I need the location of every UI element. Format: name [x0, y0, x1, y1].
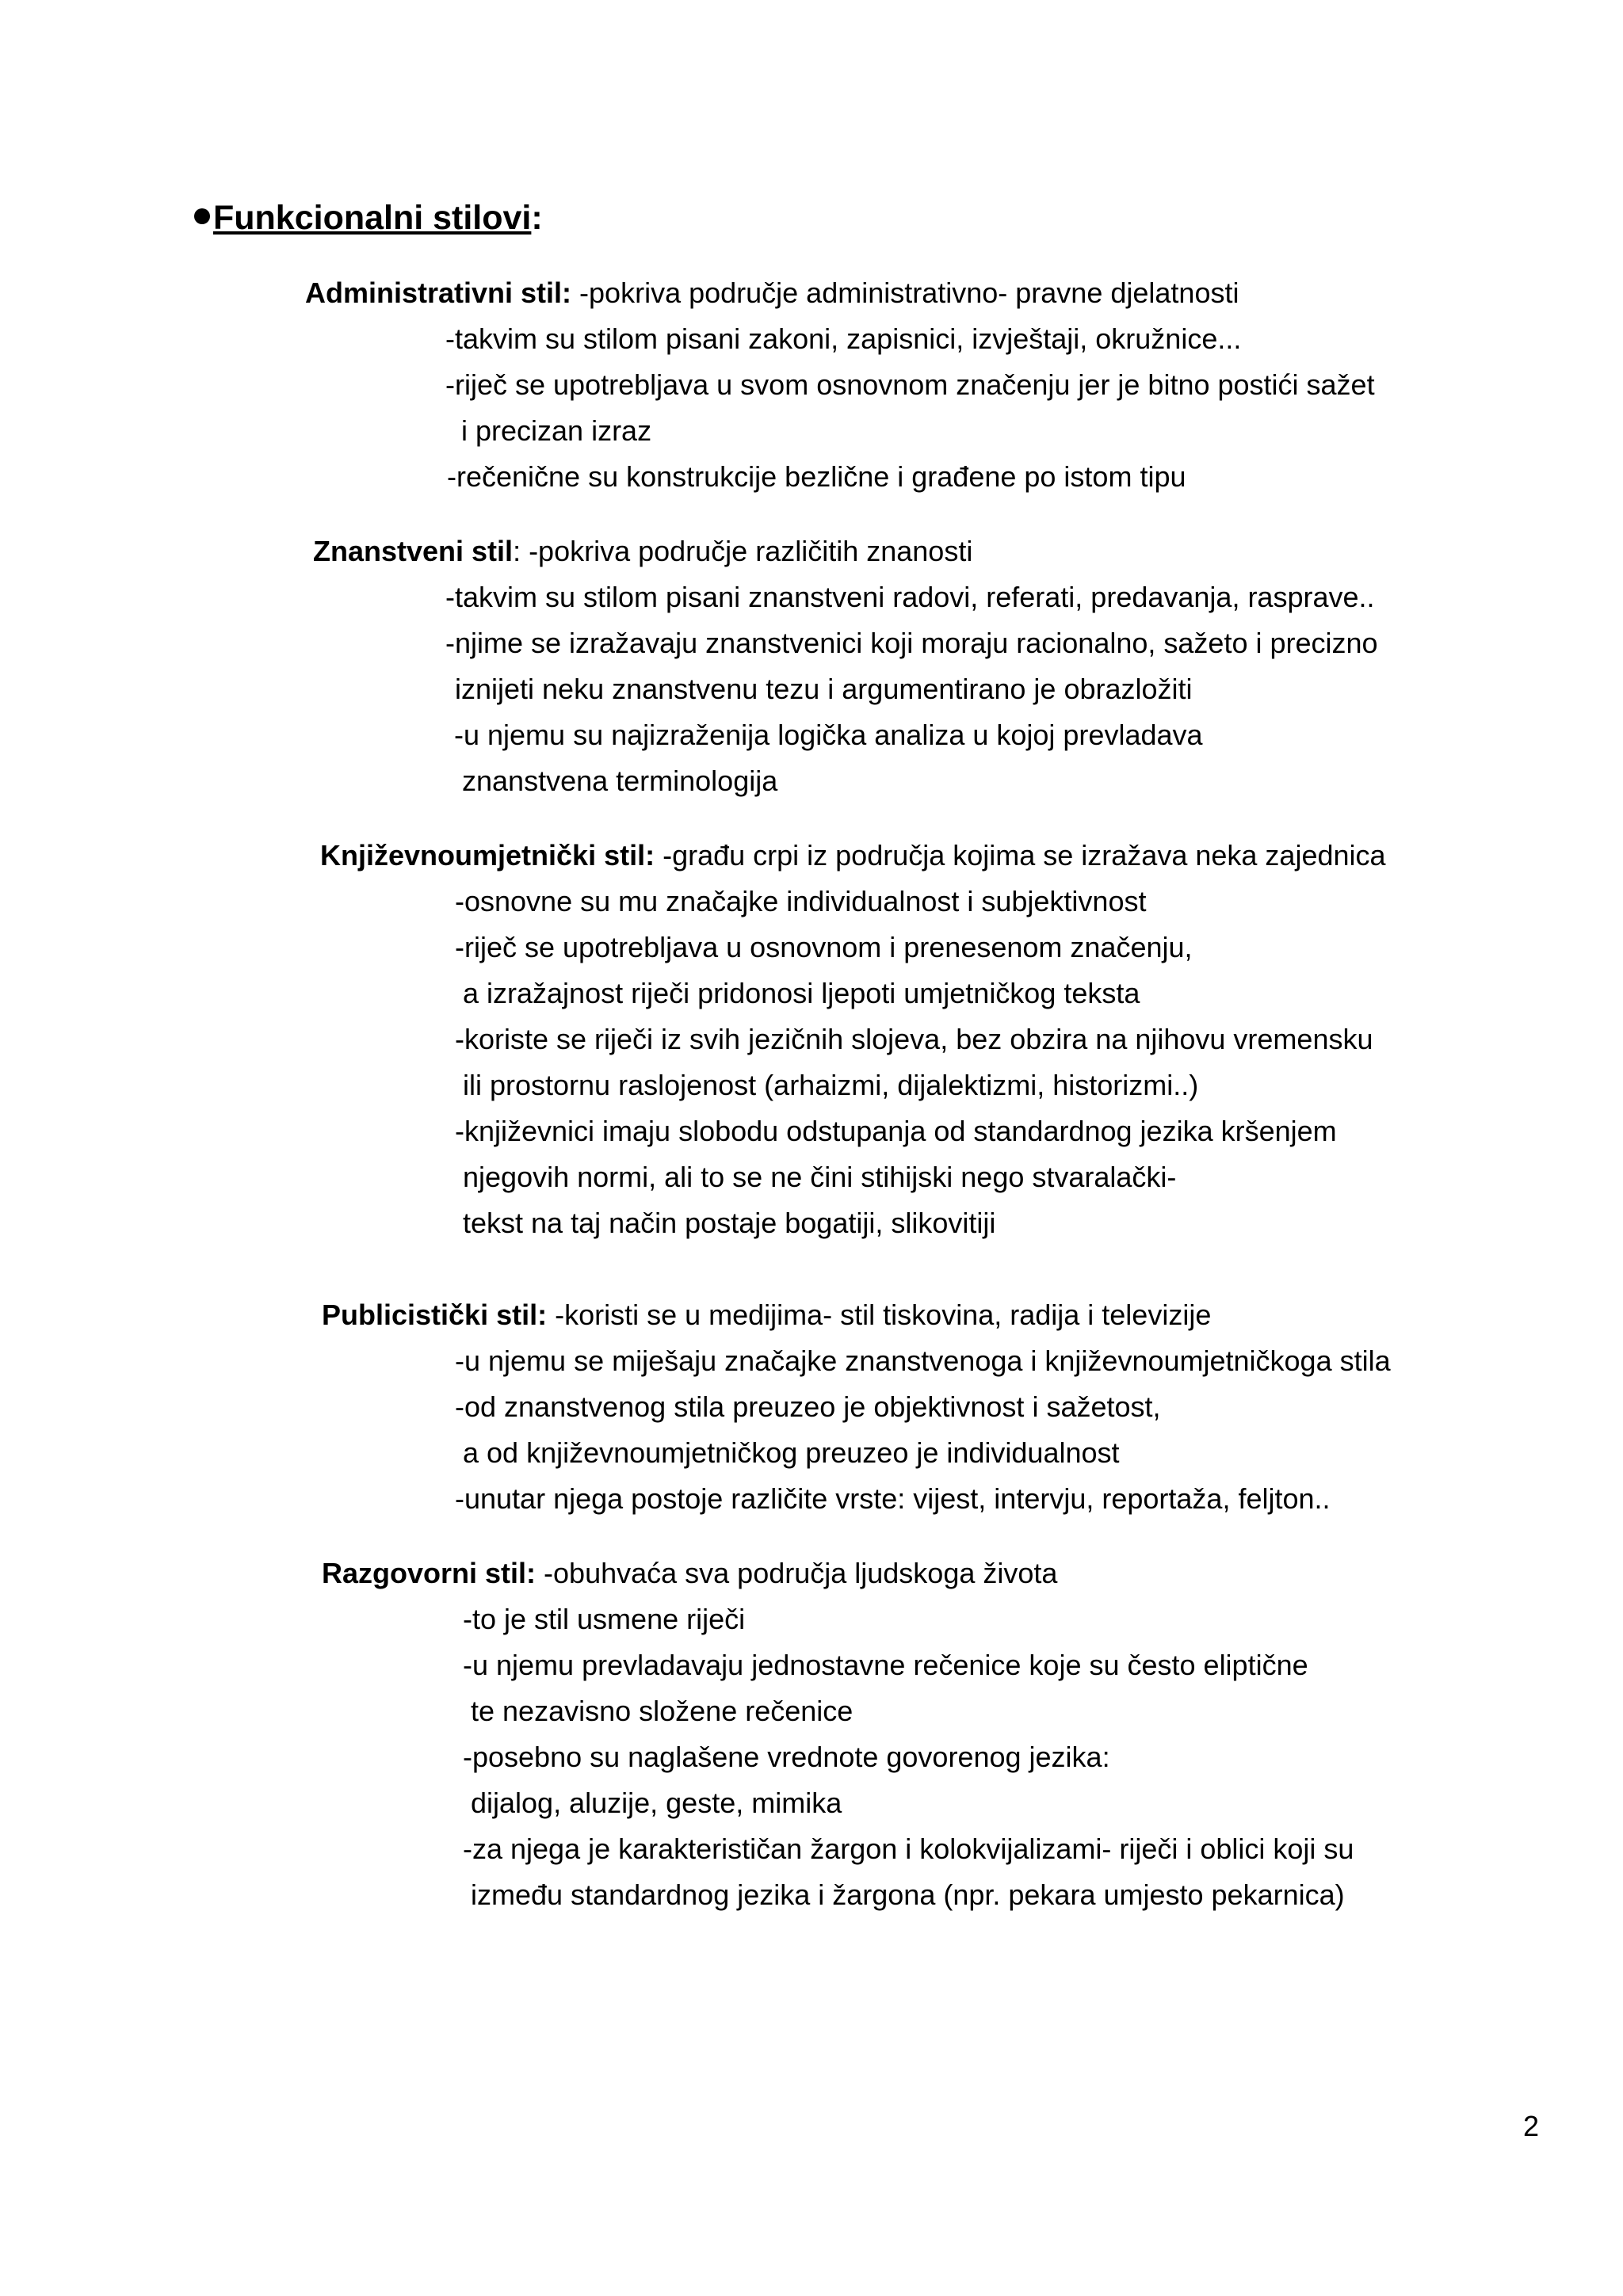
section-line: dijalog, aluzije, geste, mimika: [471, 1787, 842, 1819]
section-line: a od književnoumjetničkog preuzeo je individualnost: [463, 1436, 1120, 1469]
section-heading: Znanstveni stil: [313, 535, 514, 567]
page-title: [194, 195, 543, 241]
section-text: -obuhvaća sva područja ljudskoga života: [536, 1557, 1058, 1589]
section-line: -unutar njega postoje različite vrste: vijest, intervju, reportaža, feljton..: [455, 1482, 1331, 1515]
section-line: -takvim su stilom pisani znanstveni radovi, referati, predavanja, rasprave..: [445, 581, 1375, 613]
section-text: -koristi se u medijima- stil tiskovina, radija i televizije: [547, 1299, 1212, 1331]
section-knjizevnoumjetnicki-first-line: [320, 838, 1386, 873]
section-heading: Razgovorni stil:: [322, 1557, 537, 1589]
section-line: -od znanstvenog stila preuzeo je objektivnost i sažetost,: [455, 1390, 1161, 1423]
section-administrativni-first-line: [305, 276, 1239, 311]
section-heading: Publicistički stil:: [322, 1299, 548, 1331]
section-line: tekst na taj način postaje bogatiji, slikovitiji: [463, 1207, 996, 1239]
section-text: -građu crpi iz područja kojima se izražava neka zajednica: [655, 839, 1386, 871]
bullet-icon: [194, 208, 210, 224]
section-heading: Administrativni stil:: [305, 277, 572, 309]
section-razgovorni-first-line: [322, 1556, 1057, 1591]
section-line: -riječ se upotrebljava u svom osnovnom značenju jer je bitno postići sažet: [445, 368, 1375, 401]
page-number: 2: [1523, 2110, 1540, 2142]
section-text: -pokriva područje administrativno- pravne djelatnosti: [571, 277, 1239, 309]
section-line: te nezavisno složene rečenice: [471, 1695, 854, 1727]
section-heading: Književnoumjetnički stil:: [320, 839, 655, 871]
section-znanstveni-first-line: [313, 534, 972, 569]
section-line: a izražajnost riječi pridonosi ljepoti umjetničkog teksta: [463, 977, 1140, 1009]
section-line: -u njemu se miješaju značajke znanstvenoga i književnoumjetničkoga stila: [455, 1344, 1391, 1377]
section-line: -takvim su stilom pisani zakoni, zapisnici, izvještaji, okružnice...: [445, 322, 1242, 355]
section-text: : -pokriva područje različitih znanosti: [513, 535, 973, 567]
section-line: -književnici imaju slobodu odstupanja od standardnog jezika kršenjem: [455, 1115, 1337, 1147]
section-line: ili prostornu raslojenost (arhaizmi, dijalektizmi, historizmi..): [463, 1069, 1199, 1101]
section-line: između standardnog jezika i žargona (npr. pekara umjesto pekarnica): [471, 1878, 1345, 1911]
section-line: -osnovne su mu značajke individualnost i subjektivnost: [455, 885, 1147, 917]
section-publicisticki-first-line: [322, 1298, 1211, 1333]
page-title-colon: :: [531, 199, 543, 237]
section-line: njegovih normi, ali to se ne čini stihijski nego stvaralački-: [463, 1161, 1177, 1193]
page-title-text: Funkcionalni stilovi: [213, 199, 532, 237]
section-line: i precizan izraz: [461, 414, 652, 447]
section-line: -njime se izražavaju znanstvenici koji moraju racionalno, sažeto i precizno: [445, 627, 1378, 659]
section-line: -u njemu su najizraženija logička analiza u kojoj prevladava: [454, 719, 1203, 751]
section-line: znanstvena terminologija: [462, 765, 778, 797]
section-line: -rečenične su konstrukcije bezlične i građene po istom tipu: [447, 460, 1186, 493]
section-line: -posebno su naglašene vrednote govorenog jezika:: [463, 1741, 1110, 1773]
section-line: -za njega je karakterističan žargon i kolokvijalizami- riječi i oblici koji su: [463, 1833, 1354, 1865]
section-line: iznijeti neku znanstvenu tezu i argumentirano je obrazložiti: [455, 673, 1193, 705]
section-line: -u njemu prevladavaju jednostavne rečenice koje su često eliptične: [463, 1649, 1308, 1681]
section-line: -koriste se riječi iz svih jezičnih slojeva, bez obzira na njihovu vremensku: [455, 1023, 1373, 1055]
section-line: -to je stil usmene riječi: [463, 1603, 746, 1635]
section-line: -riječ se upotrebljava u osnovnom i prenesenom značenju,: [455, 931, 1193, 963]
